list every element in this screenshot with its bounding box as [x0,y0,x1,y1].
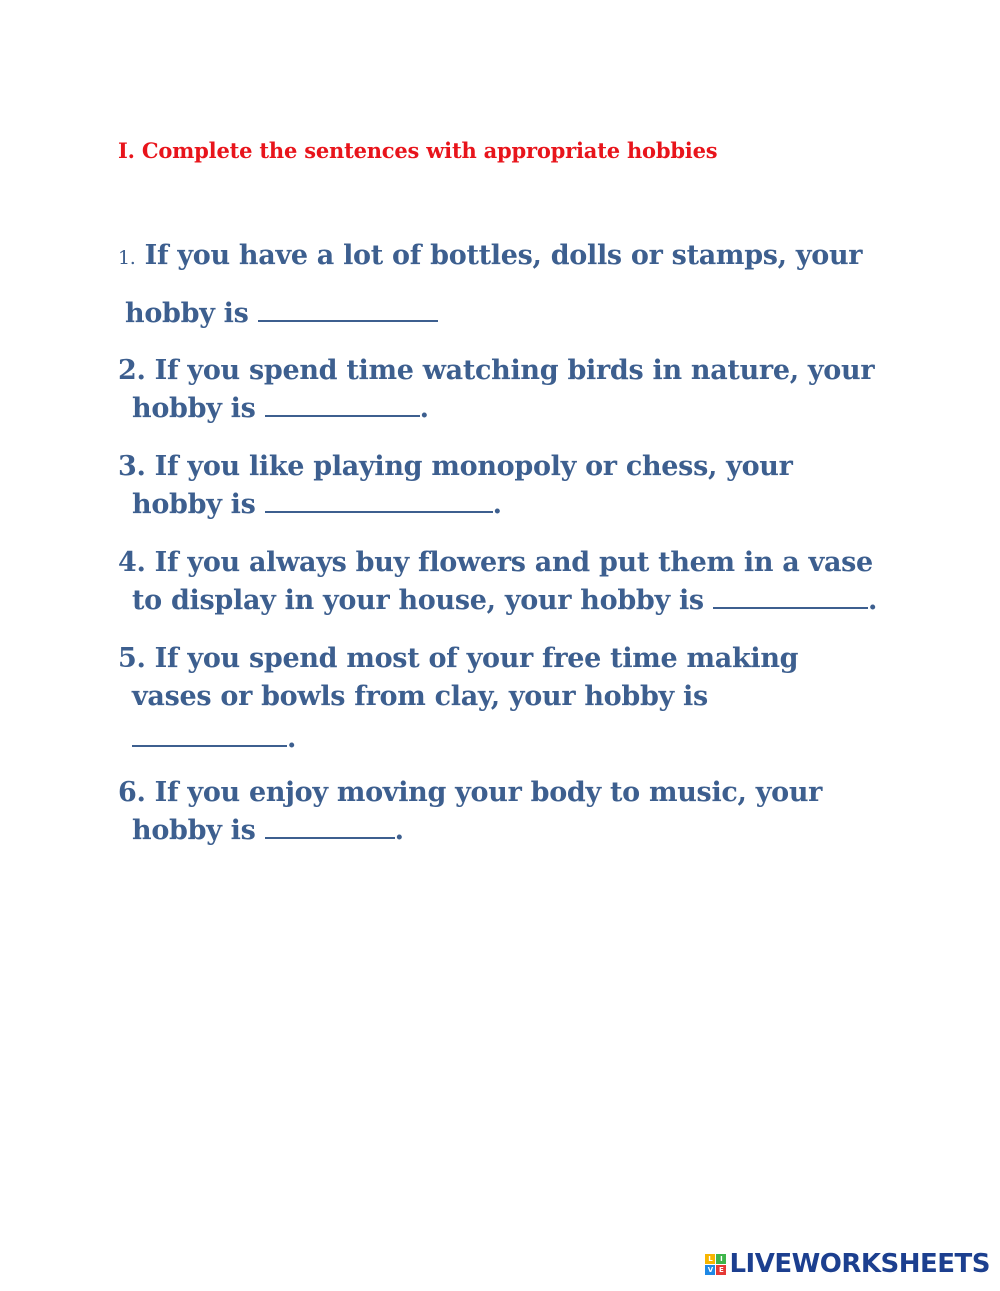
question-1-answer-blank[interactable] [258,298,438,322]
question-3-answer-blank[interactable] [265,489,493,513]
question-4-hobby-label: to display in your house, your hobby is [132,585,704,616]
question-5-line-1 [118,643,798,674]
question-5-text: 5. If you spend most of your free time making [118,643,799,674]
logo-letter-v: V [705,1265,715,1275]
question-5-line-3 [132,723,296,754]
question-2-line-2 [132,393,429,424]
question-2-period: . [419,393,429,424]
question-4-text: 4. If you always buy flowers and put them in a vase [118,547,873,578]
question-2-line-1 [118,355,874,386]
question-6-line-2 [132,815,404,846]
question-4-period: . [867,585,878,616]
question-6-hobby-label: hobby is [132,815,256,846]
question-6-period: . [394,815,404,846]
question-3-line-2 [132,489,502,520]
question-2-answer-blank[interactable] [265,393,420,417]
question-1-text: If you have a lot of bottles, dolls or stamps, your [144,240,863,271]
question-5-hobby-label: vases or bowls from clay, your hobby is [132,681,708,712]
question-6-line-1 [118,777,822,808]
question-2-hobby-label: hobby is [132,393,256,424]
question-5-answer-blank[interactable] [132,723,287,747]
logo-letter-e: E [716,1265,726,1275]
liveworksheets-logo [705,1249,990,1279]
question-3-period: . [492,489,502,520]
question-4-answer-blank[interactable] [713,585,868,609]
question-6-answer-blank[interactable] [265,815,395,839]
question-3-line-1 [118,451,793,482]
logo-letter-i: I [716,1254,726,1264]
liveworksheets-logo-icon [705,1254,726,1275]
question-1-line-1 [118,240,862,271]
question-4-line-2 [132,585,877,616]
question-2-text: 2. If you spend time watching birds in nature, your [118,355,875,386]
question-1-number: 1. [118,247,136,269]
question-1-hobby-label: hobby is [125,298,249,329]
question-4-line-1 [118,547,873,578]
question-3-text: 3. If you like playing monopoly or chess, your [118,451,793,482]
question-5-line-2 [132,681,708,712]
liveworksheets-brand-text: LIVEWORKSHEETS [729,1249,990,1279]
logo-letter-l: L [705,1254,715,1264]
question-3-hobby-label: hobby is [132,489,256,520]
question-1-line-2 [125,298,438,329]
question-5-period: . [287,723,297,754]
worksheet-heading: I. Complete the sentences with appropriate hobbies [118,138,718,163]
question-6-text: 6. If you enjoy moving your body to music, your [118,777,823,808]
